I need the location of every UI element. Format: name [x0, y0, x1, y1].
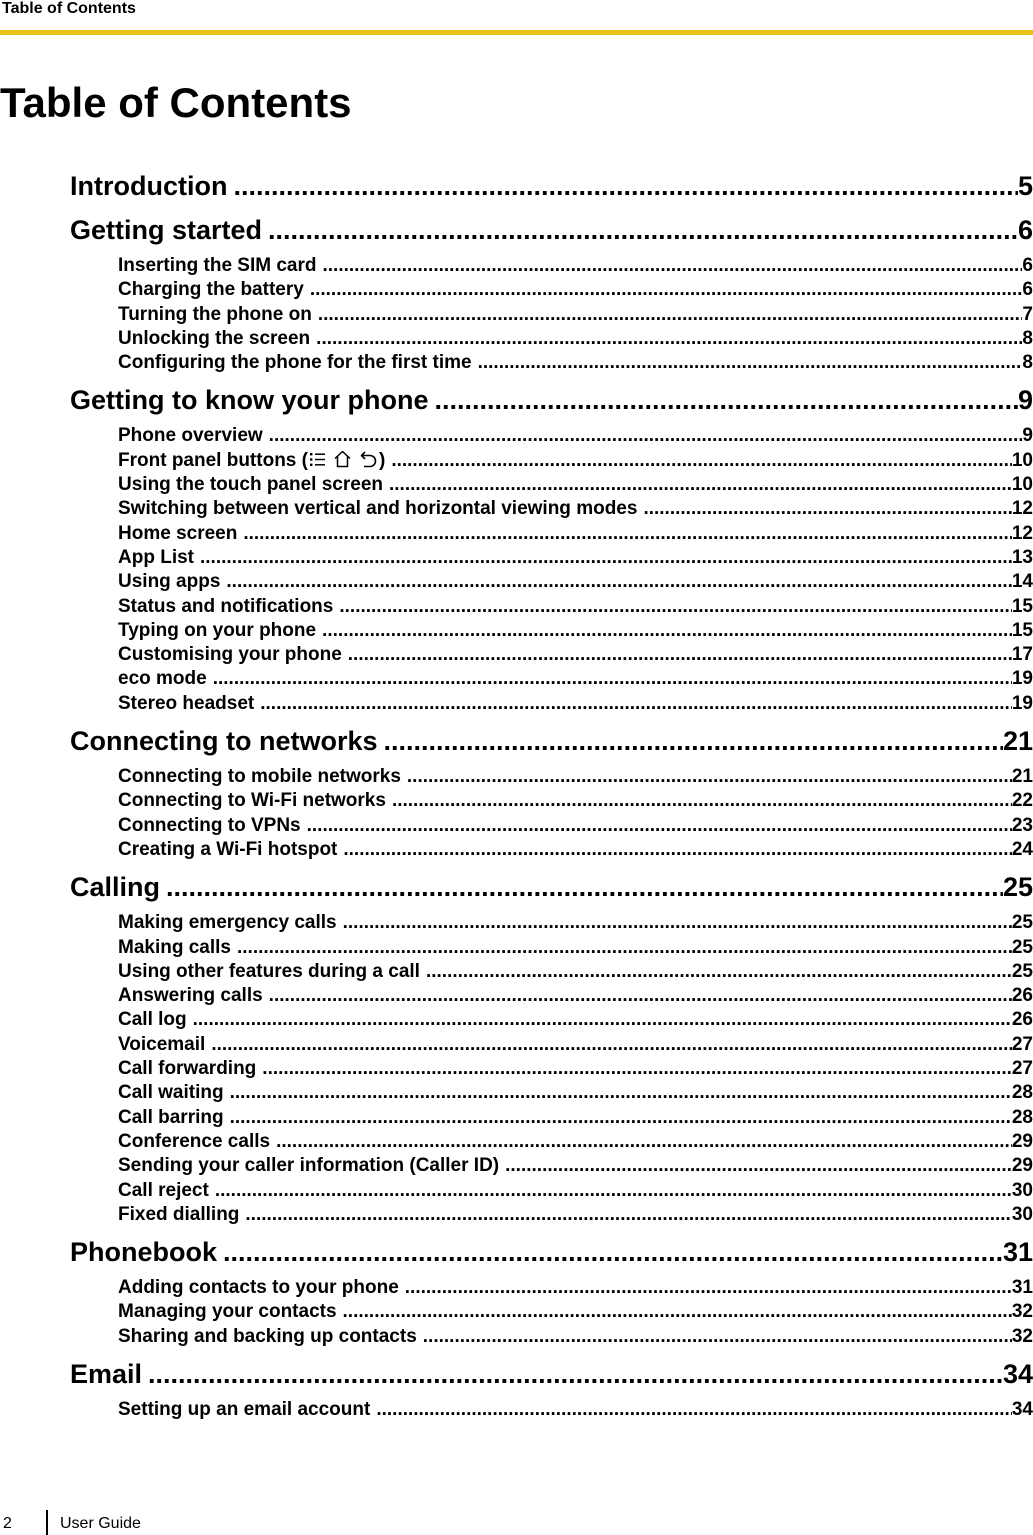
toc-section-title: Phone overview [118, 425, 263, 447]
toc-section-title: Status and notifications [118, 595, 334, 617]
dot-leader [472, 351, 1023, 375]
dot-leader [370, 1398, 1012, 1422]
toc-section-connecting-to-wi-fi-networks[interactable] [70, 789, 1033, 813]
dot-leader [187, 1008, 1012, 1032]
toc-section-app-list[interactable] [70, 546, 1033, 570]
toc-section-title: eco mode [118, 668, 207, 690]
dot-leader [270, 1130, 1012, 1154]
toc-page-number: 19 [1011, 668, 1033, 690]
toc-section-title: Answering calls [118, 985, 263, 1007]
toc-section-call-forwarding[interactable] [70, 1057, 1033, 1081]
toc-section-call-waiting[interactable] [70, 1081, 1033, 1105]
toc-page-number: 22 [1011, 790, 1033, 812]
toc-section-making-emergency-calls[interactable] [70, 911, 1033, 935]
toc-section-turning-the-phone-on[interactable] [70, 303, 1033, 327]
toc-section-title: Setting up an email account [118, 1398, 371, 1420]
dot-leader [386, 789, 1012, 813]
dot-leader [231, 936, 1012, 960]
toc-section-title: Connecting to VPNs [118, 814, 301, 836]
toc-section-title: Inserting the SIM card [118, 255, 317, 276]
toc-page-number: 21 [1011, 766, 1033, 788]
toc-section-phone-overview[interactable] [70, 424, 1033, 448]
toc-page-number: 21 [1002, 726, 1033, 757]
home-icon [333, 450, 352, 468]
toc-section-home-screen[interactable] [70, 522, 1033, 546]
toc-section-title: Fixed dialling [118, 1203, 240, 1225]
dot-leader [142, 1352, 1003, 1396]
dot-leader [342, 643, 1012, 667]
toc-section-title: Stereo headset [118, 692, 255, 714]
footer-page-number: 2 [3, 1515, 12, 1532]
toc-section-creating-a-wi-fi-hotspot[interactable] [70, 838, 1033, 862]
toc-section-status-and-notifications[interactable] [70, 595, 1033, 619]
toc-section-title [118, 449, 385, 473]
dot-leader [312, 303, 1023, 327]
toc-section-title: Call forwarding [118, 1058, 257, 1080]
dot-leader [499, 1154, 1012, 1178]
toc-page-number: 5 [1017, 171, 1033, 201]
page-title: Table of Contents [0, 79, 352, 126]
toc-chapter-phonebook[interactable] [70, 1230, 1033, 1274]
toc-section-title: Sending your caller information (Caller ID) [118, 1155, 500, 1177]
dot-leader [417, 1325, 1012, 1349]
toc-section-stereo-headset[interactable] [70, 692, 1033, 716]
dot-leader [310, 327, 1022, 351]
toc-section-answering-calls[interactable] [70, 984, 1033, 1008]
dot-leader [262, 208, 1018, 252]
dot-leader [316, 254, 1022, 278]
dot-leader [254, 692, 1012, 716]
toc-page-number: 31 [1011, 1277, 1033, 1299]
toc-page-number: 13 [1011, 546, 1033, 568]
toc-chapter-title: Getting started [70, 215, 263, 245]
toc-section-sending-your-caller-information-caller-id[interactable] [70, 1154, 1033, 1178]
footer-label: User Guide [60, 1515, 141, 1532]
toc-page-number: 26 [1011, 1009, 1033, 1031]
toc-chapter-title: Getting to know your phone [70, 385, 429, 416]
toc-section-configuring-the-phone-for-the-first-time[interactable] [70, 351, 1033, 375]
toc-section-call-barring[interactable] [70, 1106, 1033, 1130]
dot-leader [194, 546, 1012, 570]
toc-section-title: Call log [118, 1009, 187, 1031]
back-icon [359, 450, 378, 468]
toc-page-number: 29 [1011, 1155, 1033, 1177]
dot-leader [224, 1081, 1012, 1105]
toc-page-number: 6 [1022, 255, 1033, 276]
toc-page-number: 9 [1017, 385, 1033, 416]
toc-page-number: 14 [1011, 571, 1033, 593]
dot-leader [263, 424, 1023, 448]
toc-page-number: 30 [1011, 1203, 1033, 1225]
toc-page-number: 9 [1022, 425, 1033, 447]
toc-section-title: Typing on your phone [118, 619, 317, 641]
toc-section-title: Call reject [118, 1179, 209, 1201]
toc-section-title: Call waiting [118, 1082, 224, 1104]
toc-page-number: 24 [1011, 838, 1033, 860]
toc-page-number: 25 [1011, 960, 1033, 982]
toc-page-number: 26 [1011, 985, 1033, 1007]
toc-section-title: Turning the phone on [118, 303, 312, 325]
toc-section-charging-the-battery[interactable] [70, 278, 1033, 302]
toc-section-title: Making emergency calls [118, 912, 337, 934]
toc-section-title: Making calls [118, 936, 231, 958]
dot-leader [385, 449, 1012, 473]
dot-leader [263, 984, 1012, 1008]
toc-section-title: Using apps [118, 571, 221, 593]
toc-page-number: 25 [1011, 912, 1033, 934]
toc-chapter-title: Calling [70, 872, 161, 903]
toc-section-title: App List [118, 546, 194, 568]
toc-section-using-the-touch-panel-screen[interactable] [70, 473, 1033, 497]
toc-section-front-panel-buttons-buttons[interactable] [70, 449, 1033, 473]
toc-section-connecting-to-vpns[interactable] [70, 814, 1033, 838]
toc-section-title-end: ) [378, 449, 386, 471]
table-of-contents [70, 164, 1033, 1422]
toc-chapter-title: Email [70, 1358, 143, 1389]
dot-leader [256, 1057, 1012, 1081]
toc-section-call-log[interactable] [70, 1008, 1033, 1032]
toc-page-number: 28 [1011, 1106, 1033, 1128]
toc-page-number: 34 [1011, 1398, 1033, 1420]
dot-leader [399, 1276, 1012, 1300]
toc-chapter-calling[interactable] [70, 865, 1033, 909]
menu-icon [309, 451, 326, 468]
dot-leader [304, 278, 1023, 302]
toc-section-title: Managing your contacts [118, 1301, 337, 1323]
toc-page-number: 25 [1002, 872, 1033, 903]
toc-section-title: Voicemail [118, 1033, 206, 1055]
toc-page-number: 10 [1011, 449, 1033, 471]
toc-chapter-title: Connecting to networks [70, 726, 378, 757]
toc-section-title: Adding contacts to your phone [118, 1277, 399, 1299]
toc-page-number: 10 [1011, 474, 1033, 496]
toc-chapter-title: Introduction [70, 171, 228, 201]
dot-leader [337, 838, 1011, 862]
dot-leader [209, 1179, 1012, 1203]
dot-leader [237, 522, 1012, 546]
toc-section-adding-contacts-to-your-phone[interactable] [70, 1276, 1033, 1300]
toc-section-inserting-the-sim-card[interactable] [70, 254, 1033, 278]
toc-section-title: Customising your phone [118, 644, 342, 666]
toc-page-number: 34 [1002, 1358, 1033, 1389]
toc-section-connecting-to-mobile-networks[interactable] [70, 765, 1033, 789]
toc-section-conference-calls[interactable] [70, 1130, 1033, 1154]
dot-leader [239, 1203, 1011, 1227]
toc-section-typing-on-your-phone[interactable] [70, 619, 1033, 643]
toc-page-number: 25 [1011, 936, 1033, 958]
dot-leader [428, 378, 1017, 422]
toc-section-title-start: Front panel buttons ( [118, 449, 308, 471]
toc-section-title: Conference calls [118, 1130, 271, 1152]
toc-page-number: 8 [1022, 327, 1033, 349]
dot-leader [333, 595, 1012, 619]
toc-page-number: 30 [1011, 1179, 1033, 1201]
dot-leader [207, 667, 1012, 691]
toc-page-number: 7 [1022, 303, 1033, 325]
dot-leader [217, 1230, 1003, 1274]
toc-section-customising-your-phone[interactable] [70, 643, 1033, 667]
toc-chapter-email[interactable] [70, 1352, 1033, 1396]
dot-leader [401, 765, 1012, 789]
dot-leader [316, 619, 1012, 643]
toc-section-title: Sharing and backing up contacts [118, 1325, 417, 1347]
page-footer [0, 1510, 1033, 1535]
toc-page-number: 17 [1011, 644, 1033, 666]
footer-divider [46, 1510, 48, 1535]
toc-page-number: 12 [1011, 498, 1033, 520]
toc-section-eco-mode[interactable] [70, 667, 1033, 691]
dot-leader [637, 497, 1011, 521]
toc-section-title: Connecting to Wi-Fi networks [118, 790, 386, 812]
toc-page-number: 15 [1011, 619, 1033, 641]
dot-leader [224, 1106, 1012, 1130]
toc-page-number: 32 [1011, 1301, 1033, 1323]
toc-section-title: Creating a Wi-Fi hotspot [118, 838, 338, 860]
toc-page-number: 28 [1011, 1082, 1033, 1104]
toc-page-number: 32 [1011, 1325, 1033, 1347]
toc-section-title: Connecting to mobile networks [118, 766, 401, 788]
toc-section-title: Charging the battery [118, 279, 304, 301]
toc-section-title: Switching between vertical and horizontal viewing modes [118, 498, 638, 520]
dot-leader [420, 960, 1012, 984]
running-header: Table of Contents [2, 0, 136, 17]
toc-page-number: 23 [1011, 814, 1033, 836]
dot-leader [227, 164, 1018, 208]
toc-section-using-other-features-during-a-call[interactable] [70, 960, 1033, 984]
dot-leader [301, 814, 1012, 838]
toc-page-number: 31 [1002, 1237, 1033, 1268]
toc-section-making-calls[interactable] [70, 936, 1033, 960]
toc-section-sharing-and-backing-up-contacts[interactable] [70, 1325, 1033, 1349]
toc-page-number: 12 [1011, 522, 1033, 544]
toc-section-title: Using the touch panel screen [118, 474, 383, 496]
toc-section-title: Using other features during a call [118, 960, 420, 982]
toc-section-title: Unlocking the screen [118, 327, 311, 349]
dot-leader [205, 1033, 1012, 1057]
toc-section-managing-your-contacts[interactable] [70, 1300, 1033, 1324]
toc-section-title: Home screen [118, 522, 238, 544]
dot-leader [220, 570, 1011, 594]
dot-leader [383, 473, 1012, 497]
toc-page-number: 6 [1017, 215, 1033, 245]
toc-section-switching-between-vertical-and-horizontal-viewing-modes[interactable] [70, 497, 1033, 521]
toc-section-call-reject[interactable] [70, 1179, 1033, 1203]
toc-section-unlocking-the-screen[interactable] [70, 327, 1033, 351]
toc-page-number: 8 [1022, 352, 1033, 374]
toc-chapter-getting-to-know-your-phone[interactable] [70, 378, 1033, 422]
toc-page-number: 27 [1011, 1033, 1033, 1055]
toc-page-number: 19 [1011, 692, 1033, 714]
toc-section-title: Call barring [118, 1106, 224, 1128]
toc-section-using-apps[interactable] [70, 570, 1033, 594]
toc-page-number: 15 [1011, 595, 1033, 617]
button-icons [309, 450, 378, 468]
toc-page-number: 27 [1011, 1058, 1033, 1080]
toc-section-setting-up-an-email-account[interactable] [70, 1398, 1033, 1422]
dot-leader [337, 911, 1012, 935]
toc-chapter-getting-started[interactable] [70, 208, 1033, 252]
toc-section-fixed-dialling[interactable] [70, 1203, 1033, 1227]
toc-chapter-connecting-to-networks[interactable] [70, 719, 1033, 763]
toc-chapter-introduction[interactable] [70, 164, 1033, 208]
dot-leader [337, 1300, 1012, 1324]
toc-section-voicemail[interactable] [70, 1033, 1033, 1057]
toc-page-number: 6 [1022, 279, 1033, 301]
dot-leader [160, 865, 1003, 909]
header-rule [0, 30, 1033, 35]
toc-page-number: 29 [1011, 1130, 1033, 1152]
dot-leader [378, 719, 1003, 763]
toc-section-title: Configuring the phone for the first time [118, 352, 472, 374]
toc-chapter-title: Phonebook [70, 1237, 217, 1268]
